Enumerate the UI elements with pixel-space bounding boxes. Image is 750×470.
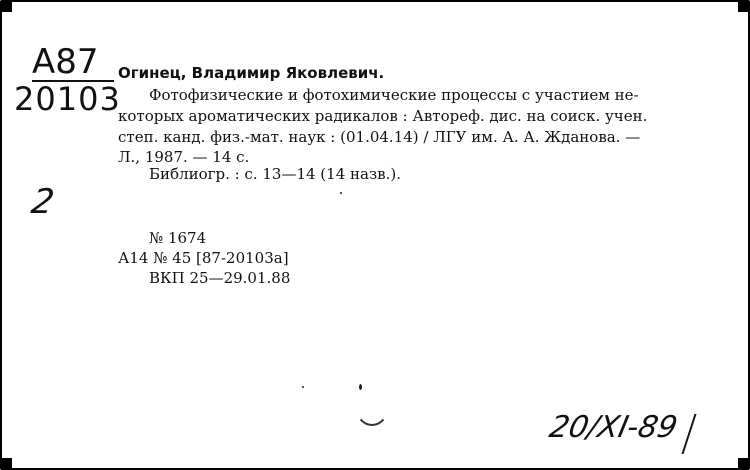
- handwriting-stroke: [682, 414, 719, 454]
- card-corner-bottom-left: [2, 458, 12, 468]
- title-line-2: которых ароматических радикалов : Автореф. дис. на соиск. учен.: [118, 107, 648, 125]
- handwritten-mark: 2: [28, 182, 58, 222]
- ink-speck: [302, 386, 304, 388]
- title-line-4: Л., 1987. — 14 с.: [118, 148, 250, 166]
- card-corner-bottom-right: [738, 458, 748, 468]
- card-corner-top-right: [738, 2, 748, 12]
- title-line-1: Фотофизические и фотохимические процессы с участием не-: [149, 86, 639, 104]
- author-heading: Огинец, Владимир Яковлевич.: [118, 64, 385, 82]
- title-line-3: степ. канд. физ.-мат. наук : (01.04.14) / ЛГУ им. А. А. Жданова. —: [118, 128, 641, 146]
- shelf-mark-top: A87: [32, 42, 99, 82]
- shelf-mark-bottom: 20103: [14, 80, 121, 118]
- vkp-line: ВКП 25—29.01.88: [149, 269, 291, 287]
- a14-line: А14 № 45 [87-20103а]: [118, 249, 289, 267]
- ink-speck: [359, 384, 362, 390]
- bottom-handwriting: 20/XI-89: [546, 410, 681, 445]
- ink-speck: [340, 192, 342, 194]
- card-corner-top-left: [2, 2, 12, 12]
- bibliography-note: Библиогр. : с. 13—14 (14 назв.).: [149, 165, 401, 183]
- record-number: № 1674: [149, 229, 207, 247]
